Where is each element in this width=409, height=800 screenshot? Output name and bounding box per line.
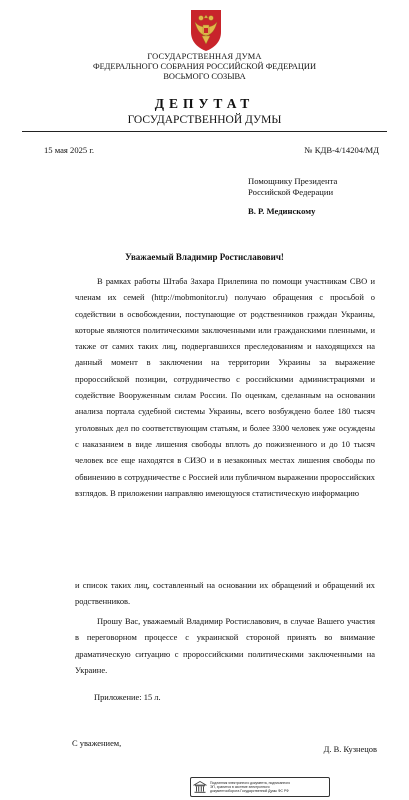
- addressee-name: В. Р. Мединскому: [248, 206, 316, 216]
- header-subtitle: ГОСУДАРСТВЕННОЙ ДУМЫ: [127, 114, 282, 126]
- header-line-3: ВОСЬМОГО СОЗЫВА: [163, 72, 246, 81]
- addressee-line-1: Помощнику Президента: [248, 176, 338, 186]
- body-paragraph-1: В рамках работы Штаба Захара Прилепина по помощи участникам СВО и членам их семей (http://mobmonitor.ru) получаю обращения с просьбой о содействии в освобождении, поступающие от родственников граждан Украины, которые являются политическими заключенными или гражданскими пленными, и также от самих таких лиц, подвергавшихся преследованиям и находящихся на данный момент в заключении на территории Украины за выражение пророссийской позиции, сотрудничество с российскими администрациями и содействие Вооруженным силам России. По оценкам, сделанным на основании анализа портала судебной системы Украины, всего возбуждено более 180 тысяч уголовных дел по соответствующим статьям, и более 3300 человек уже осуждены с наказанием в виде лишения свободы вплоть до пожизненного и до 10 тысяч человек все еще находятся в СИЗО и в незаконных местах лишения свободы по обвинению в сотрудничестве с Россией или публичном выражении пророссийских взглядов. В приложении направляю имеющуюся статистическую информацию: [75, 276, 375, 498]
- letter-number: № КДВ-4/14204/МД: [304, 145, 379, 155]
- closing-regards: С уважением,: [72, 738, 122, 748]
- addressee-line-2: Российской Федерации: [248, 186, 334, 197]
- header-line-2: ФЕДЕРАЛЬНОГО СОБРАНИЯ РОССИЙСКОЙ ФЕДЕРАЦИИ: [92, 62, 317, 71]
- e-signature-stamp: [190, 777, 330, 797]
- stamp-line-1: Подлинник электронного документа, подписанного: [210, 781, 291, 785]
- stamp-line-2: ЭП, хранится в системе электронного: [210, 785, 270, 789]
- attachment-note: Приложение: 15 л.: [94, 692, 161, 702]
- stamp-line-3: документооборота Государственной Думы ФС РФ: [210, 789, 289, 793]
- duma-building-icon: [193, 780, 207, 794]
- header-line-1: ГОСУДАРСТВЕННАЯ ДУМА: [147, 52, 262, 61]
- signer-name: Д. В. Кузнецов: [323, 744, 377, 754]
- header-divider: [22, 131, 387, 132]
- letter-date: 15 мая 2025 г.: [44, 145, 95, 155]
- body-paragraph-3: Прошу Вас, уважаемый Владимир Ростиславович, в случае Вашего участия в переговорном процессе с украинской стороной принять во внимание драматическую ситуацию с пророссийскими политическими заключенными на Украине.: [75, 616, 375, 675]
- header-title: ДЕПУТАТ: [154, 96, 255, 111]
- body-paragraph-2: и список таких лиц, составленный на основании их обращений и обращений их родственников.: [75, 580, 375, 607]
- salutation: Уважаемый Владимир Ростиславович!: [125, 252, 284, 262]
- coat-of-arms-icon: [188, 8, 224, 52]
